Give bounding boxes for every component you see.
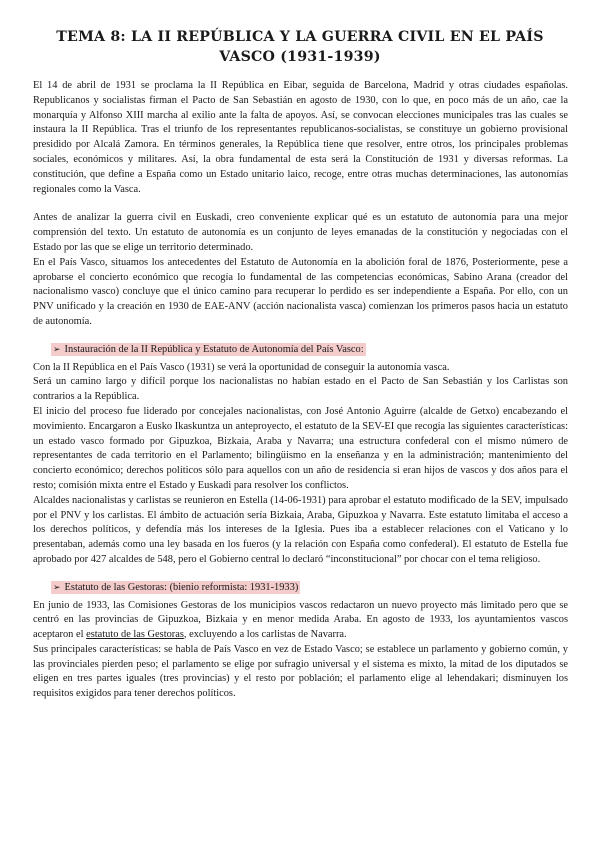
paragraph-intro: El 14 de abril de 1931 se proclama la II República en Eibar, seguida de Barcelona, Madrid y otras ciudades españolas. Republicanos y socialistas firman el Pacto de San Sebastián en agosto de 1930, con lo que, en poco más de un año, cae la monarquía y Alfonso XIII marcha al exilio ante la falta de apoyos. Así, se convocan elecciones municipales tras las cuales se instaura la II República. Tras el triunfo de los representantes republicanos-socialistas, se constituye un gobierno provisional presidido por Alcalá Zamora. En términos generales, la República tiene que resolver, entre otros, los principales problemas sociales, económicos y militares. Así, la obra fundamental de esta será la Constitución de 1931 y diversas reformas. La constitución, que define a España como un Estado unitario laico, recoge, entre otras muchas determinaciones, las autonomías regionales como la Vasca. — [33, 80, 568, 195]
heading-highlight — [51, 343, 366, 356]
text-run: , excluyendo a los carlistas de Navarra. — [183, 629, 347, 641]
paragraph-republic-opportunity: Con la II República en el País Vasco (1931) se verá la oportunidad de conseguir la autonomía vasca. — [33, 361, 450, 373]
paragraph-sev-statute: El inicio del proceso fue liderado por concejales nacionalistas, con José Antonio Aguirre (alcalde de Getxo) encabezando el movimiento. Encargaron a Eusko Ikaskuntza un anteproyecto, el estatuto de la SEV-EI que recogía las siguientes características: un estado vasco formado por Gipuzkoa, Bizkaia, Araba y Navarra; una estructura confederal con el mismo número de representantes de cada territorio en el Parlamento; bilingüismo en la enseñanza y en la administración; mantenimiento del concierto económico; derechos políticos sólo para aquellos con un año de residencia si eran hijos de vascos y dos años para el resto; comisión mixta entre el Estado y Euskadi para resolver los conflictos. — [33, 405, 568, 491]
heading-highlight — [51, 581, 300, 594]
paragraph-gestoras-features: Sus principales características: se habla de País Vasco en vez de Estado Vasco; se establece un parlamento y gobierno común, y las provinciales pierden peso; el parlamento se elige por sufragio universal y el sistema es mixto, la mitad de los diputados se eligen en tres partes iguales (tres provincias) y el resto por población; el parlamento elige al lehendakari; disminuyen los requisitos exigidos para tener derechos políticos. — [33, 643, 568, 700]
bullet-arrow-icon: ➢ — [53, 343, 61, 354]
document-body — [33, 79, 568, 702]
paragraph-estella-statute: Alcaldes nacionalistas y carlistas se reunieron en Estella (14-06-1931) para aprobar el estatuto modificado de la SEV, impulsado por el PNV y los carlistas. El ámbito de actuación sería Bizkaia, Araba, Gipuzkoa y Navarra. Este estatuto limitaba el acceso a los derechos políticos, y defendía más los intereses de la Iglesia. Pues iba a establecer relaciones con el Vaticano y lo presentaban, además como una ley basada en los fueros (y la relación con España como confederal). El estatuto de Estella fue aprobado por 427 alcaldes de 548, pero el Gobierno central lo declaró “inconstitucional” por chocar con el tema religioso. — [33, 494, 568, 565]
underlined-term: estatuto de las Gestoras — [86, 629, 184, 641]
section-heading-republic — [33, 342, 568, 358]
bullet-arrow-icon: ➢ — [53, 581, 61, 592]
paragraph-difficult-path: Será un camino largo y difícil porque los nacionalistas no habían estado en el Pacto de San Sebastián y los Carlistas son contrarios a la República. — [33, 376, 568, 403]
title-line-1: TEMA 8: LA II REPÚBLICA Y LA GUERRA CIVIL EN EL PAÍS — [56, 29, 544, 45]
section-heading-gestoras — [33, 580, 568, 596]
heading-text: Instauración de la II República y Estatuto de Autonomía del País Vasco: — [64, 343, 364, 355]
paragraph-antecedents: En el País Vasco, situamos los antecedentes del Estatuto de Autonomía en la abolición foral de 1876, Posteriormente, pese a aprobarse el concierto económico que recogía lo fundamental de las competencias económicas, Sabino Arana (creador del nacionalismo vasco) concluye que el único camino para recuperar lo perdido es ser independiente a España. Por ello, con un PNV unificado y la creación en 1930 de EAE-ANV (acción nacionalista vasca) comienzan los primeros pasos hacia un estatuto de autonomía. — [33, 256, 568, 327]
title-line-2: VASCO (1931-1939) — [219, 49, 381, 65]
document-title — [20, 27, 580, 67]
heading-text: Estatuto de las Gestoras: (bienio reformista: 1931-1933) — [64, 581, 299, 593]
paragraph-gestoras-project — [33, 599, 568, 643]
paragraph-spacer — [33, 197, 568, 211]
text-run: En junio de 1933, las Comisiones Gestoras de los municipios vascos redactaron un nuevo proyecto más limitado pero que se centró en las provincias de Gipuzkoa, Bizkaia y en menor medida Araba. En agosto de 1933, los ayuntamientos vascos aceptaron el — [33, 599, 568, 641]
paragraph-statute-definition: Antes de analizar la guerra civil en Euskadi, creo conveniente explicar qué es un estatuto de autonomía para una mejor comprensión del texto. Un estatuto de autonomía es un conjunto de leyes emanadas de la constitución y negociadas con el Estado por las que se elige un territorio determinado. — [33, 212, 568, 253]
